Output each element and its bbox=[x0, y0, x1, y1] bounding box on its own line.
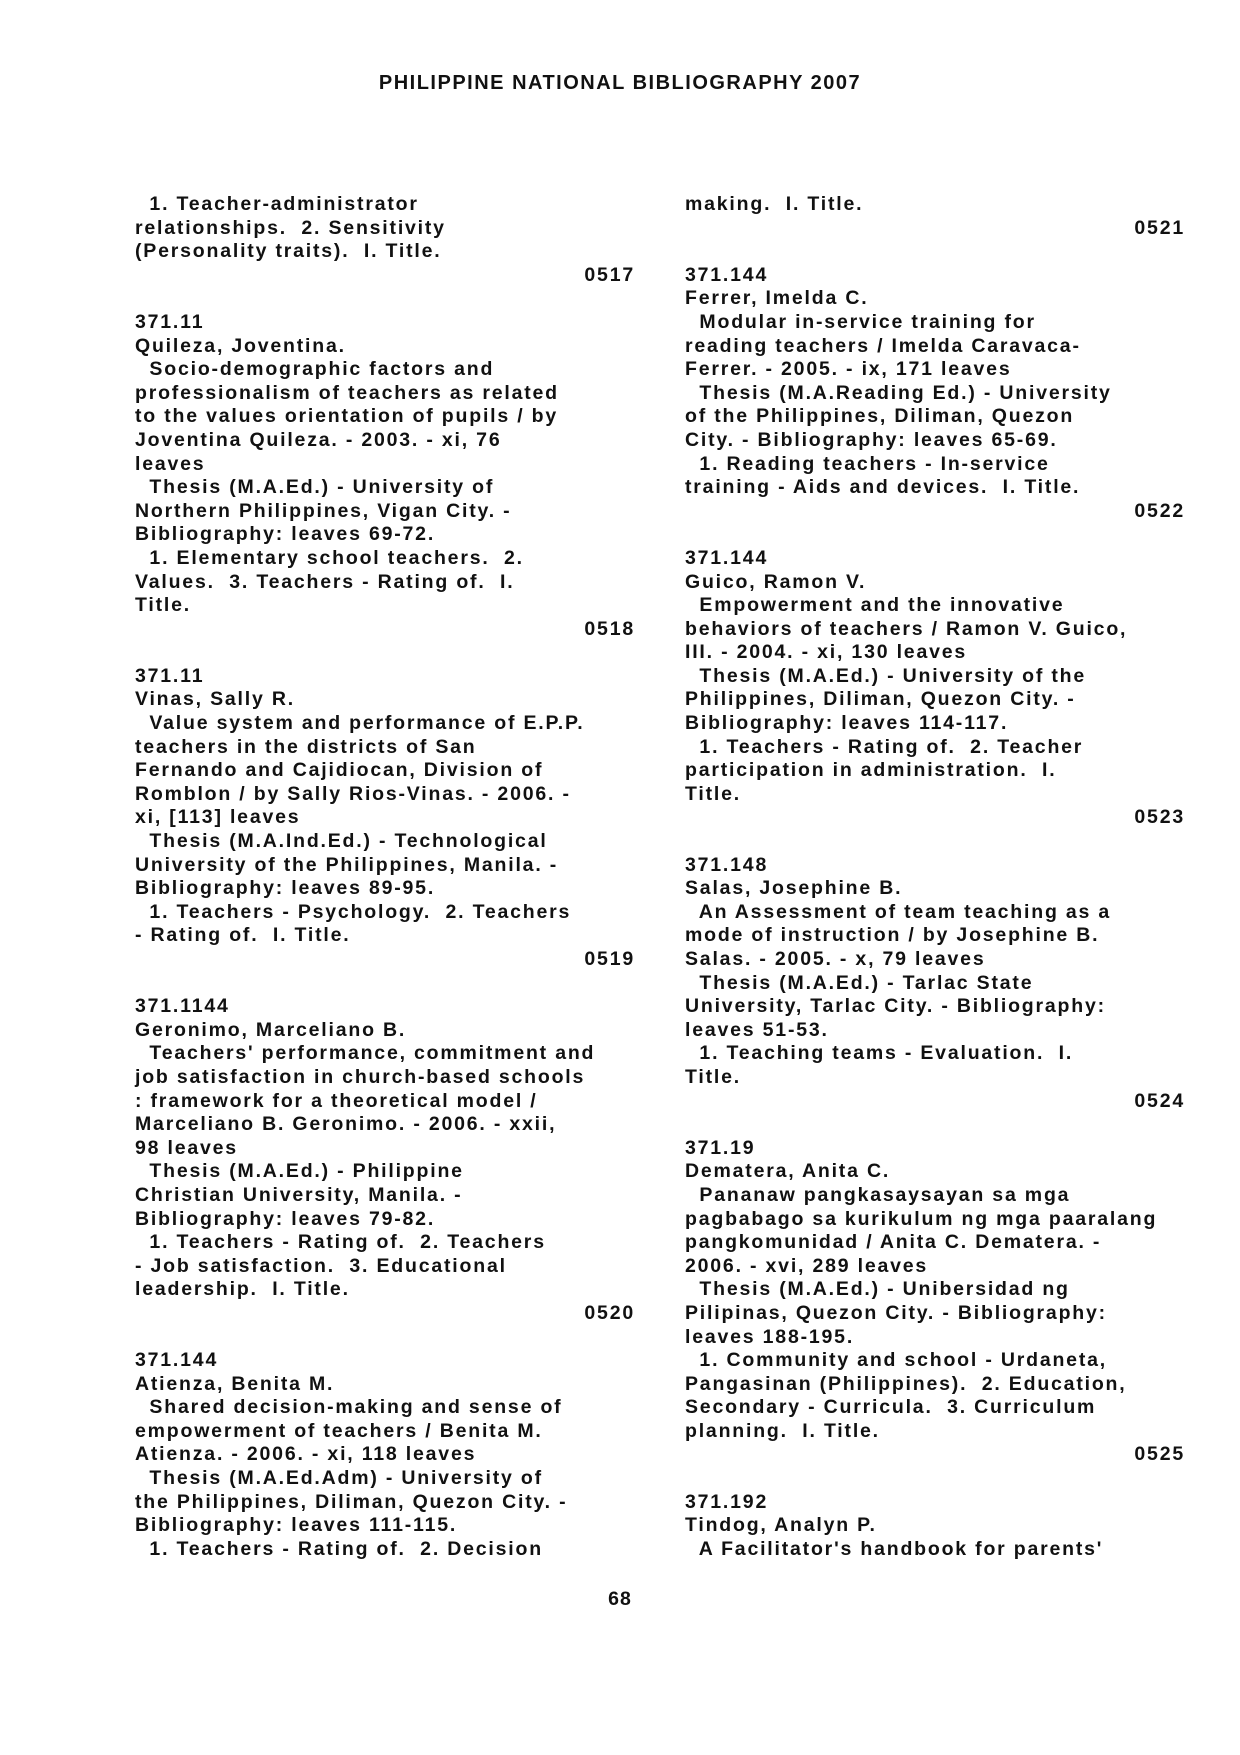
page-number: 68 bbox=[608, 1588, 632, 1610]
entry-line: : framework for a theoretical model / bbox=[135, 1089, 538, 1112]
entry-line: relationships. 2. Sensitivity bbox=[135, 216, 446, 239]
entry-line: 371.144 bbox=[685, 263, 769, 286]
entry-line: 1. Reading teachers - In-service bbox=[685, 452, 1050, 475]
entry-line: Socio-demographic factors and bbox=[135, 358, 495, 381]
entry-line: Ferrer. - 2005. - ix, 171 leaves bbox=[685, 358, 1012, 381]
entry-line: Dematera, Anita C. bbox=[685, 1160, 891, 1183]
entry-line: 1. Teachers - Rating of. 2. Decision bbox=[135, 1537, 543, 1560]
blank-line bbox=[685, 523, 1185, 547]
entry-line: job satisfaction in church-based schools bbox=[135, 1065, 586, 1088]
entry-line: leaves 188-195. bbox=[685, 1325, 855, 1348]
entry-line: 371.148 bbox=[685, 853, 769, 876]
entry-line: Thesis (M.A.Ed.) - University of bbox=[135, 476, 495, 499]
entry-line: University of the Philippines, Manila. - bbox=[135, 853, 559, 876]
entry-line: 371.19 bbox=[685, 1136, 756, 1159]
entry-line: Thesis (M.A.Reading Ed.) - University bbox=[685, 381, 1112, 404]
entry-line: Guico, Ramon V. bbox=[685, 570, 867, 593]
entry-line: Thesis (M.A.Ed.) - University of the bbox=[685, 664, 1087, 687]
entry-line: 1. Teaching teams - Evaluation. I. bbox=[685, 1042, 1074, 1065]
entry-line: - Rating of. I. Title. bbox=[135, 924, 351, 947]
entry-line: Bibliography: leaves 114-117. bbox=[685, 712, 1009, 735]
entry-line: Bibliography: leaves 79-82. bbox=[135, 1207, 436, 1230]
entry-line: the Philippines, Diliman, Quezon City. - bbox=[135, 1490, 568, 1513]
entry-number: 0525 bbox=[1134, 1443, 1185, 1466]
entry-line: Ferrer, Imelda C. bbox=[685, 287, 869, 310]
entry-line: 1. Teachers - Psychology. 2. Teachers bbox=[135, 900, 572, 923]
entry-number: 0518 bbox=[584, 617, 635, 640]
entry-line: mode of instruction / by Josephine B. bbox=[685, 924, 1100, 947]
entry-line: Vinas, Sally R. bbox=[135, 688, 295, 711]
entry-line: participation in administration. I. bbox=[685, 759, 1057, 782]
entry-line: 98 leaves bbox=[135, 1136, 238, 1159]
entry-line: Shared decision-making and sense of bbox=[135, 1396, 563, 1419]
entry-line: making. I. Title. bbox=[685, 193, 864, 215]
entry-line: Philippines, Diliman, Quezon City. - bbox=[685, 688, 1076, 711]
entry-line: Value system and performance of E.P.P. bbox=[135, 712, 585, 735]
entry-line: Thesis (M.A.Ed.) - Tarlac State bbox=[685, 971, 1034, 994]
entry-line: 1. Teachers - Rating of. 2. Teachers bbox=[135, 1231, 546, 1254]
blank-line bbox=[135, 1326, 635, 1350]
entry-line: Modular in-service training for bbox=[685, 310, 1036, 333]
entry-line: to the values orientation of pupils / by bbox=[135, 405, 559, 428]
entry-line: Quileza, Joventina. bbox=[135, 334, 346, 357]
entry-line: Christian University, Manila. - bbox=[135, 1183, 463, 1206]
entry-line: behaviors of teachers / Ramon V. Guico, bbox=[685, 617, 1128, 640]
blank-line bbox=[135, 641, 635, 665]
entry-line: Title. bbox=[685, 782, 741, 805]
entry-line: 371.144 bbox=[135, 1349, 219, 1372]
blank-line bbox=[685, 830, 1185, 854]
entry-line: Thesis (M.A.Ed.Adm) - University of bbox=[135, 1467, 543, 1490]
entry-line: Title. bbox=[135, 594, 191, 617]
entry-line: teachers in the districts of San bbox=[135, 735, 477, 758]
entry-line: leaves 51-53. bbox=[685, 1018, 829, 1041]
entry-line: empowerment of teachers / Benita M. bbox=[135, 1419, 543, 1442]
entry-line: Pilipinas, Quezon City. - Bibliography: bbox=[685, 1301, 1107, 1324]
entry-line: planning. I. Title. bbox=[685, 1419, 880, 1442]
entry-line: Teachers' performance, commitment and bbox=[135, 1042, 596, 1065]
entry-line: University, Tarlac City. - Bibliography: bbox=[685, 995, 1106, 1018]
entry-line: leadership. I. Title. bbox=[135, 1278, 350, 1301]
entry-line: Pananaw pangkasaysayan sa mga bbox=[685, 1183, 1071, 1206]
entry-line: 371.144 bbox=[685, 546, 769, 569]
entry-line: Title. bbox=[685, 1065, 741, 1088]
entry-line: 371.11 bbox=[135, 310, 205, 333]
entry-line: training - Aids and devices. I. Title. bbox=[685, 476, 1081, 499]
entry-line: Romblon / by Sally Rios-Vinas. - 2006. - bbox=[135, 782, 571, 805]
entry-number: 0517 bbox=[584, 263, 635, 286]
entry-line: 371.192 bbox=[685, 1490, 769, 1513]
entry-line: Salas. - 2005. - x, 79 leaves bbox=[685, 948, 986, 970]
entry-number: 0524 bbox=[1134, 1089, 1185, 1112]
entry-line: xi, [113] leaves bbox=[135, 806, 301, 829]
entry-line: Tindog, Analyn P. bbox=[685, 1514, 877, 1537]
left-column bbox=[135, 193, 635, 1561]
entry-line: professionalism of teachers as related bbox=[135, 381, 559, 404]
entry-line: Bibliography: leaves 111-115. bbox=[135, 1514, 458, 1537]
entry-line: pangkomunidad / Anita C. Dematera. - bbox=[685, 1231, 1102, 1254]
blank-line bbox=[135, 972, 635, 996]
entry-number: 0523 bbox=[1134, 806, 1185, 829]
entry-line: Bibliography: leaves 89-95. bbox=[135, 877, 436, 900]
entry-line: An Assessment of team teaching as a bbox=[685, 900, 1112, 923]
entry-line: Atienza. - 2006. - xi, 118 leaves bbox=[135, 1443, 477, 1466]
entry-line: Northern Philippines, Vigan City. - bbox=[135, 499, 512, 522]
blank-line bbox=[685, 1467, 1185, 1491]
entry-line: 371.11 bbox=[135, 664, 205, 687]
entry-line: 1. Elementary school teachers. 2. bbox=[135, 546, 524, 569]
blank-line bbox=[135, 287, 635, 311]
entry-line: pagbabago sa kurikulum ng mga paaralang bbox=[685, 1207, 1158, 1230]
entry-line: Thesis (M.A.Ind.Ed.) - Technological bbox=[135, 830, 548, 853]
entry-line: Values. 3. Teachers - Rating of. I. bbox=[135, 570, 515, 593]
entry-line: Marceliano B. Geronimo. - 2006. - xxii, bbox=[135, 1113, 557, 1136]
entry-line: Fernando and Cajidiocan, Division of bbox=[135, 759, 544, 782]
blank-line bbox=[685, 1113, 1185, 1137]
entry-line: Pangasinan (Philippines). 2. Education, bbox=[685, 1372, 1127, 1395]
entry-line: Secondary - Curricula. 3. Curriculum bbox=[685, 1396, 1097, 1419]
entry-number: 0520 bbox=[584, 1301, 635, 1324]
entry-line: III. - 2004. - xi, 130 leaves bbox=[685, 641, 968, 664]
entry-line: Salas, Josephine B. bbox=[685, 877, 903, 900]
entry-number: 0522 bbox=[1134, 499, 1185, 522]
entry-line: 1. Teachers - Rating of. 2. Teacher bbox=[685, 735, 1084, 758]
entry-line: Geronimo, Marceliano B. bbox=[135, 1018, 407, 1041]
entry-line: Joventina Quileza. - 2003. - xi, 76 bbox=[135, 428, 502, 451]
entry-line: 371.1144 bbox=[135, 995, 230, 1018]
entry-line: A Facilitator's handbook for parents' bbox=[685, 1537, 1104, 1560]
entry-line: - Job satisfaction. 3. Educational bbox=[135, 1254, 507, 1277]
running-header: PHILIPPINE NATIONAL BIBLIOGRAPHY 2007 bbox=[378, 72, 862, 94]
blank-line bbox=[685, 240, 1185, 264]
entry-line: Bibliography: leaves 69-72. bbox=[135, 523, 436, 546]
entry-line: Empowerment and the innovative bbox=[685, 594, 1065, 617]
entry-line: 1. Community and school - Urdaneta, bbox=[685, 1349, 1107, 1372]
right-column bbox=[685, 193, 1185, 1561]
entry-line: 2006. - xvi, 289 leaves bbox=[685, 1254, 929, 1277]
entry-line: Thesis (M.A.Ed.) - Unibersidad ng bbox=[685, 1278, 1070, 1301]
entry-line: Atienza, Benita M. bbox=[135, 1372, 335, 1395]
entry-line: leaves bbox=[135, 452, 206, 475]
entry-line: Thesis (M.A.Ed.) - Philippine bbox=[135, 1160, 464, 1183]
entry-number: 0519 bbox=[584, 948, 635, 970]
entry-line: of the Philippines, Diliman, Quezon bbox=[685, 405, 1075, 428]
entry-number: 0521 bbox=[1134, 216, 1185, 239]
entry-line: City. - Bibliography: leaves 65-69. bbox=[685, 428, 1058, 451]
entry-line: 1. Teacher-administrator bbox=[135, 193, 419, 215]
entry-line: (Personality traits). I. Title. bbox=[135, 240, 442, 263]
entry-line: reading teachers / Imelda Caravaca- bbox=[685, 334, 1081, 357]
